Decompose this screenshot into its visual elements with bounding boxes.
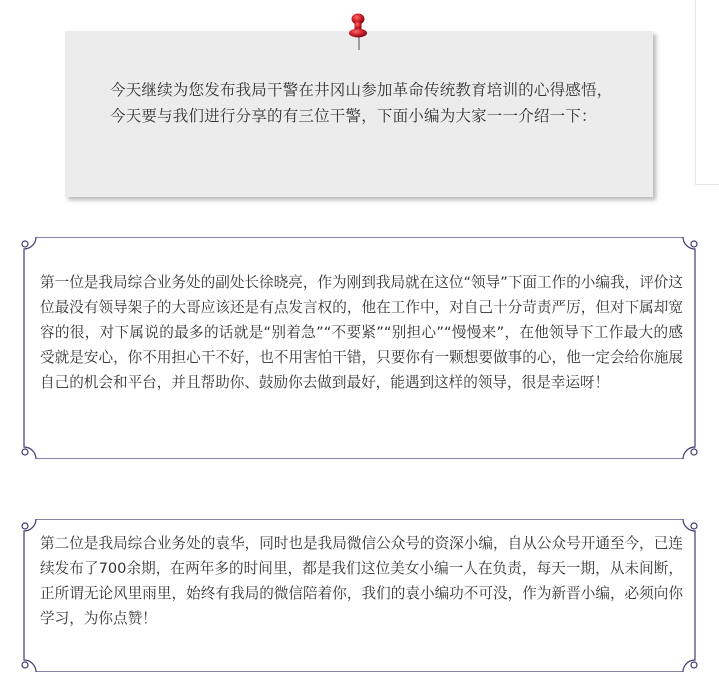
- push-pin-icon: [345, 12, 371, 52]
- card-2-text: 第二位是我局综合业务处的袁华，同时也是我局微信公众号的资深小编，自从公众号开通至今，已连续发布了700余期，在两年多的时间里，都是我们这位美女小编一人在负责，每天一期，从未间断，正所谓无论风里雨里，始终有我局的微信陪着你，我们的袁小编功不可没，作为新晋小编，必须向你学习，为你点赞！: [40, 535, 683, 627]
- content-card-2: [18, 519, 701, 672]
- intro-text: 今天继续为您发布我局干警在井冈山参加革命传统教育培训的心得感悟，今天要与我们进行分享的有三位干警，下面小编为大家一一介绍一下：: [110, 81, 613, 125]
- card-1-text: 第一位是我局综合业务处的副处长徐晓亮，作为刚到我局就在这位“领导”下面工作的小编我，评价这位最没有领导架子的大哥应该还是有点发言权的，他在工作中，对自己十分苛责严厉，但对下属却宽容的很，对下属说的最多的话就是“别着急”“不要紧”“别担心”“慢慢来”，在他领导下工作最大的感受就是安心，你不用担心干不好，也不用害怕干错，只要你有一颗想要做事的心，他一定会给你施展自己的机会和平台，并且帮助你、鼓励你去做到最好，能遇到这样的领导，很是幸运呀！: [40, 274, 683, 391]
- side-divider: [695, 0, 719, 185]
- content-card-1: [18, 237, 701, 459]
